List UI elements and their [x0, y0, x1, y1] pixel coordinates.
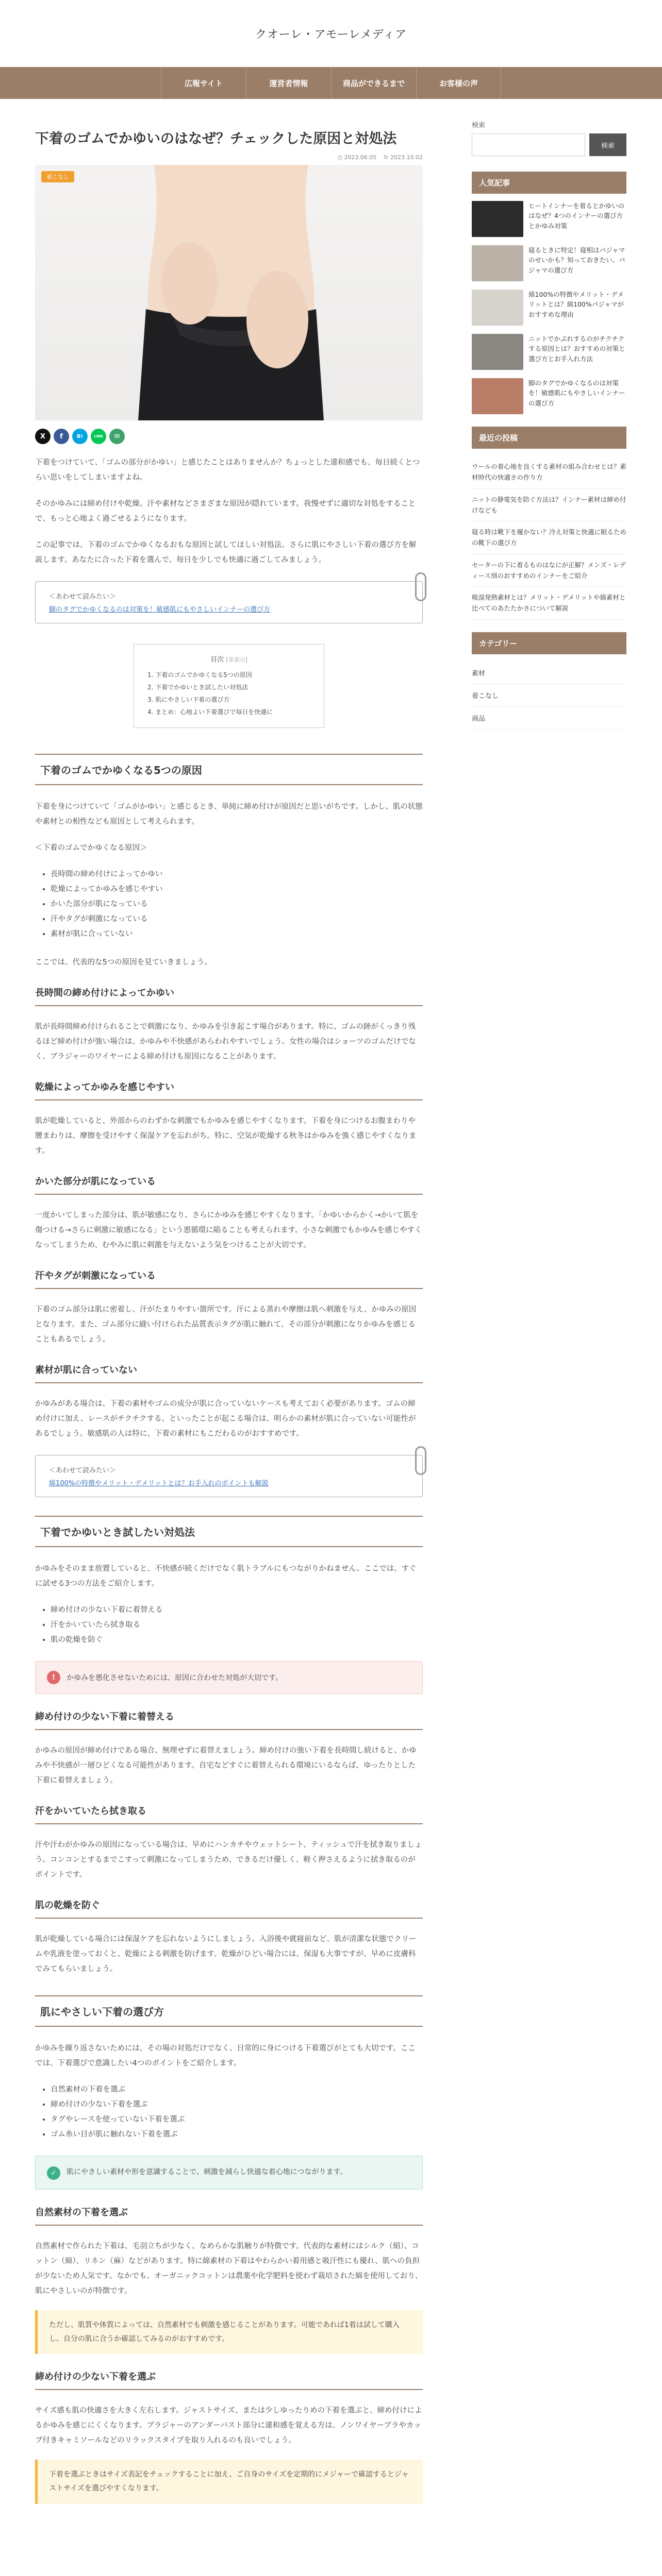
search-input[interactable] — [472, 133, 585, 156]
toc-item[interactable]: 2. 下着でかゆいとき試したい対処法 — [147, 684, 249, 691]
recent-post-link[interactable]: 寝る時は靴下を履かない？冷え対策と快適に眠るための靴下の選び方 — [472, 521, 626, 554]
selection-list — [51, 2082, 423, 2142]
body-paragraph: ＜下着のゴムでかゆくなる原因＞ — [35, 844, 147, 853]
site-header — [0, 0, 662, 67]
article-meta — [35, 154, 423, 161]
site-title[interactable]: クオーレ・アモーレメディア — [255, 28, 407, 41]
subsection-heading: 乾燥によってかゆみを感じやすい — [35, 1080, 423, 1100]
updated-date: ↻ 2023.10.02 — [384, 154, 423, 161]
list-item: • 素材が肌に合っていない — [51, 927, 423, 942]
section-heading: 下着のゴムでかゆくなる5つの原因 — [35, 754, 423, 785]
body-paragraph: 下着を身につけていて「ゴムがかゆい」と感じるとき、単純に締め付けが原因だと思いがちです。しかし、肌の状態や素材との相性なども原因として考えられます。 — [35, 803, 423, 826]
note-box: ただし、肌質や体質によっては、自然素材でも刺激を感じることがあります。可能であれば1着は試して購入し、自分の肌に合うか確認してみるのがおすすめです。 — [35, 2310, 423, 2354]
toc-item[interactable]: 4. まとめ：心地よい下着選びで毎日を快適に — [147, 708, 273, 716]
toc-item[interactable]: 1. 下着のゴムでかゆくなる5つの原因 — [147, 671, 252, 679]
body-paragraph: 肌が乾燥していると、外部からのわずかな刺激でもかゆみを感じやすくなります。下着を身につけるお腹まわりや腰まわりは、摩擦を受けやすく保湿ケアを忘れがち。特に、空気が乾燥する秋冬はかゆみを強く感じやすくなります。 — [35, 1117, 417, 1156]
intro-paragraph: 下着をつけていて、「ゴムの部分がかゆい」と感じたことはありませんか？ちょっとした違和感でも、毎日続くとつらい思いをしてしまいますよね。 — [35, 459, 420, 482]
tip-box — [35, 2156, 423, 2190]
body-paragraph: 自然素材で作られた下着は、毛羽立ちが少なく、なめらかな肌触りが特徴です。代表的な素材にはシルク（絹）、コットン（綿）、リネン（麻）などがあります。特に綿素材の下着はやわらかい着用感と吸汗性にも優れ、肌への負担が少ないため人気です。なかでも、オーガニックコットンは農薬や化学肥料を使わず栽培された綿を使用しており、肌にやさしいのが特徴です。 — [35, 2242, 423, 2296]
list-item: • 汗やタグが刺激になっている — [51, 912, 423, 927]
popular-posts-list — [472, 201, 626, 414]
subsection-heading: 長時間の締め付けによってかゆい — [35, 986, 423, 1006]
check-icon: ✓ — [47, 2166, 60, 2180]
recent-post-link[interactable]: 吸湿発熱素材とは？メリット・デメリットや綿素材と比べてのあたたかさについて解説 — [472, 587, 626, 620]
remedy-list — [51, 1603, 423, 1648]
popular-posts-heading: 人気記事 — [472, 172, 626, 194]
related-link-box — [35, 581, 423, 623]
alert-box — [35, 1661, 423, 1694]
global-nav — [0, 67, 662, 99]
related-link-heading: ＜あわせて読みたい＞ — [49, 593, 117, 601]
note-box: 下着を選ぶときはサイズ表記をチェックすることに加え、ご自身のサイズを定期的にメジャーで確認するとジャストサイズを選びやすくなります。 — [35, 2460, 423, 2503]
cause-list — [51, 867, 423, 942]
post-title[interactable]: 脚のタグでかゆくなるのは対策を！敏感肌にもやさしいインナーの選び方 — [528, 379, 625, 407]
subsection-heading: かいた部分が肌になっている — [35, 1174, 423, 1195]
body-paragraph: 下着のゴム部分は肌に密着し、汗がたまりやすい箇所です。汗による蒸れや摩擦は肌へ刺激を与え、かゆみの原因となります。また、ゴム部分に縫い付けられた品質表示タグが肌に触れて、その部分が刺激になりかゆみを感じることもあるでしょう。 — [35, 1306, 417, 1344]
share-buttons — [35, 429, 423, 444]
popular-post[interactable] — [472, 378, 626, 414]
category-link[interactable]: 商品 — [472, 707, 626, 730]
article-main — [35, 120, 423, 2519]
related-link[interactable]: 綿100%の特徴やメリット・デメリットとは？お手入れのポイントも解説 — [49, 1480, 269, 1488]
exclamation-icon: ! — [47, 1671, 60, 1684]
list-item: • 長時間の締め付けによってかゆい — [51, 867, 423, 882]
list-item: • 乾燥によってかゆみを感じやすい — [51, 882, 423, 897]
related-link-heading: ＜あわせて読みたい＞ — [49, 1467, 117, 1475]
published-date: ◷ 2023.06.05 — [337, 154, 377, 161]
toc-toggle[interactable]: [非表示] — [226, 656, 247, 664]
post-thumbnail[interactable] — [472, 334, 523, 370]
share-facebook-button[interactable]: f — [54, 429, 69, 444]
body-paragraph: 汗や汗わがかゆみの原因になっている場合は、早めにハンカチやウェットシート、ティッシュで汗を拭き取りましょう。コンコンとするまでこすって刺激になってしまうため、できるだけ優しく、軽く押さえるように拭き取るのがポイントです。 — [35, 1841, 422, 1879]
recent-posts-list — [472, 456, 626, 620]
share-line-button[interactable]: LINE — [91, 429, 106, 444]
subsection-heading: 締め付けの少ない下着に着替える — [35, 1709, 423, 1730]
intro-paragraph: そのかゆみには締め付けや乾燥、汗や素材などさまざまな原因が隠れています。我慢せずに適切な対処をすることで、もっと心地よく過ごせるようになります。 — [35, 500, 416, 523]
subsection-heading: 自然素材の下着を選ぶ — [35, 2205, 423, 2226]
popular-post[interactable] — [472, 201, 626, 237]
list-item: • かいた部分が肌になっている — [51, 897, 423, 912]
post-title[interactable]: ヒートインナーを着るとかゆいのはなぜ？4つのインナーの選び方とかゆみ対策 — [528, 202, 625, 230]
subsection-heading: 肌の乾燥を防ぐ — [35, 1898, 423, 1919]
related-link-box — [35, 1455, 423, 1497]
share-hatena-button[interactable]: B! — [72, 429, 88, 444]
eyecatch-image — [35, 165, 423, 420]
nav-item-making[interactable]: 商品ができるまで — [331, 67, 416, 99]
recent-posts-heading: 最近の投稿 — [472, 427, 626, 449]
subsection-heading: 汗をかいていたら拭き取る — [35, 1804, 423, 1824]
category-badge[interactable]: 着こなし — [41, 171, 74, 182]
nav-item-pr-site[interactable]: 広報サイト — [161, 67, 246, 99]
subsection-heading: 締め付けの少ない下着を選ぶ — [35, 2369, 423, 2390]
category-heading: カテゴリー — [472, 632, 626, 654]
tip-text: 肌にやさしい素材や形を意識することで、刺激を減らし快適な着心地につながります。 — [67, 2168, 347, 2177]
body-paragraph: 肌が乾燥している場合には保湿ケアを忘れないようにしましょう。入浴後や就寝前など、肌が清潔な状態でクリームや乳液を塗っておくと、乾燥による刺激を防げます。乾燥がひどい場合には、保湿も大事ですが、早めに皮膚科でみてもらいましょう。 — [35, 1935, 417, 1974]
toc-list — [147, 669, 310, 718]
body-paragraph: 一度かいてしまった部分は、肌が敏感になり、さらにかゆみを感じやすくなります。「かゆいからかく→かいて肌を傷つける→さらに刺激に敏感になる」という悪循環に陥ることも考えられます。小さな刺激でもかゆみを感じやすくなってしまうため、むやみに肌に刺激を与えないよう気をつけることが大切です。 — [35, 1211, 422, 1250]
search-button[interactable]: 検索 — [589, 133, 626, 156]
body-paragraph: かゆみの原因が締め付けである場合、無理せずに着替えましょう。締め付けの強い下着を長時間し続けると、かゆみや不快感が一層ひどくなる可能性があります。自宅などすぐに着替えられる環境にいるならば、ゆったりとした下着に着替えましょう。 — [35, 1747, 417, 1785]
related-link[interactable]: 脚のタグでかゆくなるのは対策を！敏感肌にもやさしいインナーの選び方 — [49, 606, 271, 614]
post-title[interactable]: ニットでかぶれするのがチクチクする原因とは？おすすめの対策と選び方とお手入れ方法 — [528, 335, 625, 363]
list-item: • 自然素材の下着を選ぶ — [51, 2082, 423, 2097]
search-label: 検索 — [472, 122, 486, 129]
toc-item[interactable]: 3. 肌にやさしい下着の選び方 — [147, 696, 230, 704]
list-item: • 肌の乾燥を防ぐ — [51, 1633, 423, 1648]
post-thumbnail[interactable] — [472, 378, 523, 414]
body-paragraph: 肌が長時間締め付けられることで刺激になり、かゆみを引き起こす場合があります。特に、ゴムの跡がくっきり残るほど締め付けが強い場合は、かゆみや不快感があらわれやすいでしょう。女性の場合はショーツのゴムだけでなく、ブラジャーのワイヤーによる締め付けも原因になることがあります。 — [35, 1023, 416, 1061]
popular-post[interactable] — [472, 290, 626, 326]
section-heading: 下着でかゆいとき試したい対処法 — [35, 1516, 423, 1547]
list-item: • 汗をかいていたら拭き取る — [51, 1618, 423, 1633]
sidebar — [472, 120, 626, 730]
nav-item-voices[interactable]: お客様の声 — [416, 67, 501, 99]
toc-title: 目次 [非表示] — [210, 656, 247, 664]
body-paragraph: サイズ感も肌の快適さを大きく左右します。ジャストサイズ、または少しゆったりめの下着を選ぶと、締め付けによるかゆみを感じにくくなります。ブラジャーのアンダーバスト部分に違和感を覚える方は、ノンワイヤーブラやカップ付きキャミソールなどのリラックスタイプを取り入れるのも良いでしょう。 — [35, 2406, 422, 2445]
list-item: • タグやレースを使っていない下着を選ぶ — [51, 2112, 423, 2127]
eyecatch-illustration — [35, 165, 423, 420]
post-title[interactable]: 綿100%の特徴やメリット・デメリットとは？綿100%パジャマがおすすめな理由 — [528, 291, 624, 318]
subsection-heading: 素材が肌に合っていない — [35, 1363, 423, 1383]
body-paragraph: かゆみを繰り返さないためには、その場の対処だけでなく、日常的に身につける下着選びがとても大切です。ここでは、下着選びで意識したい4つのポイントをご紹介します。 — [35, 2044, 416, 2068]
recent-post-link[interactable]: ウールの着心地を良くする素材の組み合わせとは？素材時代の快適さの作り方 — [472, 456, 626, 489]
article-title: 下着のゴムでかゆいのはなぜ？チェックした原因と対処法 — [35, 131, 397, 147]
recent-post-link[interactable]: セーターの下に着るものはなにが正解？メンズ・レディース別のおすすめのインナーをご紹介 — [472, 554, 626, 587]
section-heading: 肌にやさしい下着の選び方 — [35, 1995, 423, 2027]
search-form — [472, 133, 626, 156]
paperclip-icon — [415, 1446, 426, 1475]
post-thumbnail[interactable] — [472, 290, 523, 326]
intro-paragraph: この記事では、下着のゴムでかゆくなるおもな原因と試してほしい対処法、さらに肌にやさしい下着の選び方を解説します。あなたに合った下着を選んで、毎日を少しでも快適に過ごしてみましょう。 — [35, 541, 417, 565]
paperclip-icon — [415, 572, 426, 601]
popular-post[interactable] — [472, 245, 626, 281]
nav-item-operator[interactable]: 運営者情報 — [246, 67, 331, 99]
share-x-button[interactable]: X — [35, 429, 51, 444]
post-title[interactable]: 寝るときに特定！寝相はパジャマのせいかも？知っておきたい、パジャマの選び方 — [528, 246, 625, 274]
recent-post-link[interactable]: ニットの静電気を防ぐ方法は？インナー素材は締め付けなども — [472, 489, 626, 522]
content-wrap — [0, 99, 662, 2576]
category-list — [472, 662, 626, 730]
post-thumbnail[interactable] — [472, 245, 523, 281]
post-thumbnail[interactable] — [472, 201, 523, 237]
list-item: • 締め付けの少ない下着に着替える — [51, 1603, 423, 1618]
alert-text: かゆみを悪化させないためには、原因に合わせた対処が大切です。 — [67, 1674, 283, 1683]
category-link[interactable]: 着こなし — [472, 684, 626, 707]
share-mail-button[interactable]: ✉ — [109, 429, 125, 444]
subsection-heading: 汗やタグが刺激になっている — [35, 1268, 423, 1289]
popular-post[interactable] — [472, 334, 626, 370]
table-of-contents — [134, 644, 324, 728]
body-paragraph: かゆみをそのまま放置していると、不快感が続くだけでなく肌トラブルにもつながりかねません。ここでは、すぐに試せる3つの方法をご紹介します。 — [35, 1565, 417, 1588]
category-link[interactable]: 素材 — [472, 662, 626, 684]
list-item: • ゴム糸い目が肌に触れない下着を選ぶ — [51, 2127, 423, 2142]
body-paragraph: かゆみがある場合は、下着の素材やゴムの成分が肌に合っていないケースも考えておく必要があります。ゴムの締め付けに加え、レースがチクチクする、といったことが起こる場合は、明らかの素材が肌に合っていない可能性があるでしょう。敏感肌の人は特に、下着の素材にもこだわるのがおすすめです。 — [35, 1400, 416, 1438]
list-item: • 締め付けの少ない下着を選ぶ — [51, 2097, 423, 2112]
body-paragraph: ここでは、代表的な5つの原因を見ていきましょう。 — [35, 958, 212, 967]
